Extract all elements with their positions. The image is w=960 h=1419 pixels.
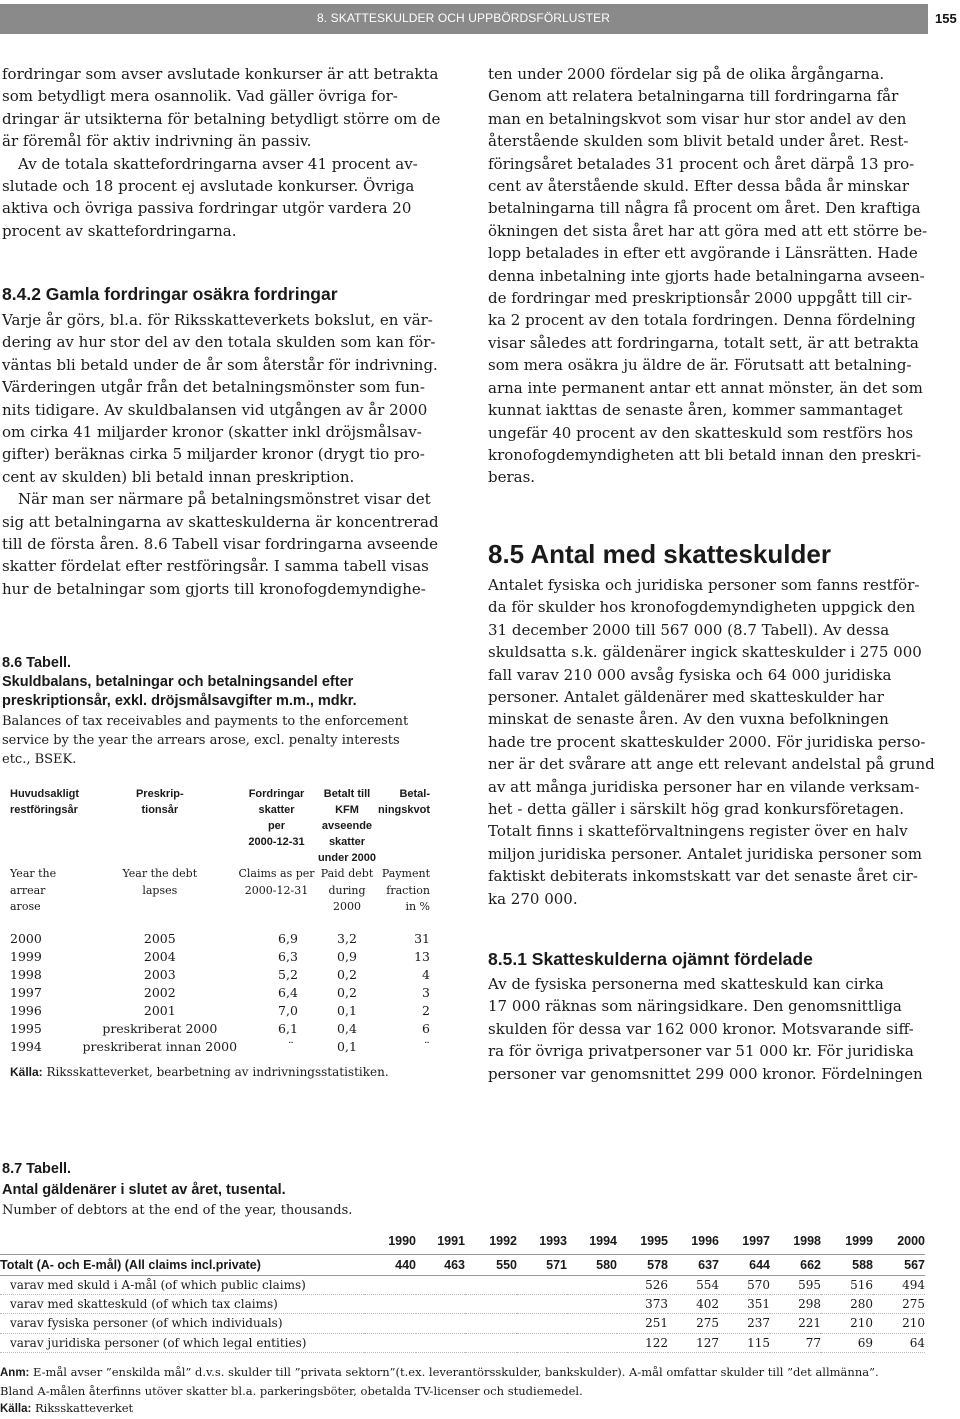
cell xyxy=(517,1295,567,1314)
year-header: 1999 xyxy=(845,1234,873,1248)
text-line: skatter fördelat efter restföringsår. I samma tabell visas xyxy=(2,557,429,576)
cell xyxy=(567,1333,617,1352)
cell: 2001 xyxy=(143,1003,176,1018)
page-header xyxy=(0,0,960,40)
table-86-subtitle-line: etc., BSEK. xyxy=(2,752,77,767)
cell xyxy=(465,1333,517,1352)
text-line: När man ser närmare på betalningsmönstret visar det xyxy=(18,490,431,509)
table-86-source xyxy=(10,1065,430,1079)
note-text: E-mål avser ”enskilda mål” d.v.s. skulder till ”privata sektorn”(t.ex. leverantörsskulder, bankskulder). A-mål omfattar skulder till ”det allmänna”. xyxy=(29,1365,879,1379)
year-header: 1998 xyxy=(793,1234,821,1248)
text-line: väntas bli betald under de år som återstår för indrivning. xyxy=(2,355,438,374)
cell: 4 xyxy=(422,967,430,982)
row-label: varav juridiska personer (of which legal entities) xyxy=(0,1333,364,1352)
text-line: som betydligt mera osannolik. Vad gäller övriga for- xyxy=(2,87,398,106)
table-87-footnotes xyxy=(0,1364,930,1419)
text-line: föringsåret betalades 31 procent och året därpå 13 pro- xyxy=(488,154,915,173)
row-label: Totalt (A- och E-mål) (All claims incl.private) xyxy=(0,1255,364,1276)
cell xyxy=(567,1314,617,1333)
year-header: 1994 xyxy=(589,1234,617,1248)
table-87-note-cont: Bland A-målen återfinns utöver skatter bl.a. parkeringsböter, obetalda TV-licenser och studiemedel. xyxy=(0,1383,583,1398)
table-87-number: 8.7 Tabell. xyxy=(2,1161,72,1177)
cell: 463 xyxy=(416,1255,465,1276)
table-86-header-en xyxy=(10,866,430,916)
paragraph-betalningsmonster xyxy=(2,488,438,600)
text-line: kronofogdemyndigheten att bli betald innan den preskri- xyxy=(488,445,922,464)
text-line: Av de fysiska personerna med skatteskuld kan cirka xyxy=(488,975,884,993)
table-87-source xyxy=(0,1400,930,1419)
table-row xyxy=(10,948,430,966)
text-line: är föremål för aktiv indrivning än passiv. xyxy=(2,132,312,151)
text-line: dering av hur stor del av den totala skulden som kan för- xyxy=(2,333,436,352)
text-line: ungefär 40 procent av den skatteskuld som restförs hos xyxy=(488,423,914,442)
text-line: het - detta gäller i särskilt hög grad konkursföretagen. xyxy=(488,800,904,819)
cell xyxy=(465,1276,517,1295)
cell: ¨ xyxy=(287,1039,294,1054)
cell: preskriberat 2000 xyxy=(102,1021,218,1036)
cell: preskriberat innan 2000 xyxy=(82,1039,238,1054)
cell: 580 xyxy=(567,1255,617,1276)
col-header-en-fraction: Payment fraction in % xyxy=(381,867,430,913)
cell: 6,4 xyxy=(278,985,298,1000)
cell: 221 xyxy=(770,1314,821,1333)
text-line: miljon juridiska personer. Antalet juridiska personer som xyxy=(488,844,922,863)
text-line: ka 2 procent av den totala fordringen. Denna fördelning xyxy=(488,311,916,330)
text-line: fall varav 210 000 avsåg fysiska och 64 000 juridiska xyxy=(488,665,892,684)
year-header: 1995 xyxy=(640,1234,668,1248)
cell: 275 xyxy=(668,1314,719,1333)
cell: 77 xyxy=(770,1333,821,1352)
table-87-year-header xyxy=(0,1228,925,1255)
table-87-note xyxy=(0,1364,930,1383)
col-header-en-claims: Claims as per 2000-12-31 xyxy=(238,867,315,897)
cell: 494 xyxy=(873,1276,925,1295)
cell xyxy=(364,1295,416,1314)
cell: 595 xyxy=(770,1276,821,1295)
text-line: till de första åren. 8.6 Tabell visar fordringarna avseende xyxy=(2,535,438,554)
cell: 637 xyxy=(668,1255,719,1276)
cell: 1994 xyxy=(10,1039,42,1054)
section-851-text xyxy=(488,973,928,1085)
text-line: procent av skattefordringarna. xyxy=(2,221,237,240)
section-85-text xyxy=(488,574,935,910)
cell: 2003 xyxy=(143,967,176,982)
text-line: Av de totala skattefordringarna avser 41 procent av- xyxy=(18,154,418,173)
cell: 0,2 xyxy=(337,967,357,982)
cell xyxy=(416,1295,465,1314)
cell xyxy=(364,1314,416,1333)
cell: 570 xyxy=(719,1276,770,1295)
table-row xyxy=(10,984,430,1002)
chapter-title: 8. SKATTESKULDER OCH UPPBÖRDSFÖRLUSTER xyxy=(317,11,610,25)
text-line: gifter) beräknas cirka 5 miljarder kronor (drygt tio pro- xyxy=(2,445,425,464)
text-line: man en betalningskvot som visar hur stor andel av den xyxy=(488,109,907,128)
cell: 122 xyxy=(617,1333,668,1352)
text-line: Varje år görs, bl.a. för Riksskatteverkets bokslut, en vär- xyxy=(2,311,433,329)
text-line: om cirka 41 miljarder kronor (skatter inkl dröjsmålsav- xyxy=(2,423,422,442)
table-row xyxy=(0,1333,925,1352)
text-line: Antalet fysiska och juridiska personer som fanns restför- xyxy=(488,576,920,594)
cell: 1999 xyxy=(10,949,42,964)
table-86-caption xyxy=(2,654,438,769)
text-line: skuldsatta s.k. gäldenärer ingick skatteskulder i 275 000 xyxy=(488,643,922,662)
source-label: Källa: xyxy=(0,1403,32,1415)
cell: 2 xyxy=(422,1003,430,1018)
year-header: 1993 xyxy=(539,1234,567,1248)
cell xyxy=(416,1314,465,1333)
text-line: minskat de senaste åren. Av den vuxna befolkningen xyxy=(488,710,889,729)
cell: 210 xyxy=(821,1314,873,1333)
cell: 0,1 xyxy=(337,1039,357,1054)
section-842-text xyxy=(2,309,438,600)
col-header-preskriptionsar: Preskrip- tionsår xyxy=(135,788,184,816)
text-line: denna inbetalning inte gjorts hade betalningarna avseen- xyxy=(488,266,925,285)
cell: 2005 xyxy=(143,931,176,946)
text-line: lopp betalades in efter ett avgörande i Länsrätten. Hade xyxy=(488,244,918,263)
section-heading-85: 8.5 Antal med skatteskulder xyxy=(488,539,831,569)
cell: 1995 xyxy=(10,1021,42,1036)
cell: 588 xyxy=(821,1255,873,1276)
table-87-title: Antal gäldenärer i slutet av året, tusental. xyxy=(2,1182,286,1198)
cell: 1998 xyxy=(10,967,42,982)
cell: 351 xyxy=(719,1295,770,1314)
cell: 7,0 xyxy=(278,1003,298,1018)
year-header: 2000 xyxy=(897,1234,925,1248)
cell: 554 xyxy=(668,1276,719,1295)
row-label: varav med skuld i A-mål (of which public claims) xyxy=(0,1276,364,1295)
text-line: faktiskt debiterats inkomstskatt var det senaste året cir- xyxy=(488,867,918,886)
text-line: arna inte permanent antar ett annat mönster, än det som xyxy=(488,378,923,397)
text-line: skulden för dessa var 162 000 kronor. Motsvarande siff- xyxy=(488,1019,914,1038)
cell: 0,1 xyxy=(337,1003,357,1018)
text-line: nits tidigare. Av skuldbalansen vid utgången av år 2000 xyxy=(2,400,428,419)
table-row xyxy=(10,1038,430,1056)
cell: 280 xyxy=(821,1295,873,1314)
table-86-number: 8.6 Tabell. xyxy=(2,655,72,671)
cell xyxy=(567,1276,617,1295)
cell: 6 xyxy=(422,1021,430,1036)
cell xyxy=(416,1333,465,1352)
table-row xyxy=(10,1020,430,1038)
section-heading-842: 8.4.2 Gamla fordringar osäkra fordringar xyxy=(2,284,338,304)
table-86-subtitle-line: service by the year the arrears arose, excl. penalty interests xyxy=(2,733,400,748)
text-line: hade tre procent skatteskulder 2000. För juridiska perso- xyxy=(488,732,926,751)
cell: 0,2 xyxy=(337,985,357,1000)
col-header-en-year: Year the arrear arose xyxy=(10,867,57,913)
table-row xyxy=(10,930,430,948)
cell: 526 xyxy=(617,1276,668,1295)
col-header-en-paid: Paid debt during 2000 xyxy=(320,867,374,913)
cell: 6,9 xyxy=(278,931,298,946)
text-line: betalningarna till några få procent om året. Den kraftiga xyxy=(488,199,921,218)
text-line: beras. xyxy=(488,468,536,487)
text-line: fordringar som avser avslutade konkurser är att betrakta xyxy=(2,65,439,83)
year-header: 1992 xyxy=(489,1234,517,1248)
source-text: Riksskatteverket xyxy=(31,1401,134,1415)
col-header-betalningskvot: Betal- ningskvot xyxy=(378,788,430,816)
cell: 567 xyxy=(873,1255,925,1276)
cell: 550 xyxy=(465,1255,517,1276)
text-line: återstående skulden som blivit betald under året. Rest- xyxy=(488,132,909,151)
col-header-fordringar: Fordringar skatter per 2000-12-31 xyxy=(248,788,305,848)
cell: 298 xyxy=(770,1295,821,1314)
text-line: ökningen det sista året har att göra med att ett större be- xyxy=(488,221,928,240)
cell: 662 xyxy=(770,1255,821,1276)
cell xyxy=(517,1333,567,1352)
text-line: cent av återstående skuld. Efter dessa båda år minskar xyxy=(488,177,910,196)
cell xyxy=(517,1314,567,1333)
right-column-text xyxy=(488,63,928,489)
text-line: som mera osäkra ju äldre de är. Förutsatt att betalning- xyxy=(488,356,912,375)
cell: 13 xyxy=(414,949,430,964)
text-line: da för skulder hos kronofogdemyndigheten uppgick den xyxy=(488,598,916,617)
text-line: de fordringar med preskriptionsår 2000 uppgått till cir- xyxy=(488,289,913,308)
cell: 516 xyxy=(821,1276,873,1295)
cell: 69 xyxy=(821,1333,873,1352)
text-line: Värderingen utgår från det betalningsmönster som fun- xyxy=(2,378,425,397)
page-number: 155 xyxy=(935,11,957,26)
source-label: Källa: xyxy=(10,1064,43,1079)
text-line: ten under 2000 fördelar sig på de olika årgångarna. xyxy=(488,65,885,83)
cell: 251 xyxy=(617,1314,668,1333)
table-row xyxy=(0,1276,925,1295)
cell: 440 xyxy=(364,1255,416,1276)
cell: 644 xyxy=(719,1255,770,1276)
text-line: cent av skulden) bli betald innan preskription. xyxy=(2,467,355,486)
table-row xyxy=(10,966,430,984)
cell xyxy=(465,1314,517,1333)
text-line: Genom att relatera betalningarna till fordringarna får xyxy=(488,87,899,106)
cell: 210 xyxy=(873,1314,925,1333)
cell: 127 xyxy=(668,1333,719,1352)
text-line: sig att betalningarna av skatteskulderna är koncentrerad xyxy=(2,512,439,531)
table-86-title-line: preskriptionsår, exkl. dröjsmålsavgifter m.m., mdkr. xyxy=(2,693,357,709)
text-line: slutade och 18 procent ej avslutade konkurser. Övriga xyxy=(2,177,415,196)
table-row xyxy=(10,1002,430,1020)
left-column-text xyxy=(2,63,441,242)
text-line: personer var genomsnittet 299 000 kronor. Fördelningen xyxy=(488,1064,923,1083)
table-86-title-line: Skuldbalans, betalningar och betalningsandel efter xyxy=(2,674,354,690)
text-line: hur de betalningar som gjorts till kronofogdemyndighe- xyxy=(2,579,426,598)
text-line: dringar är utsikterna för betalning betydligt större om de xyxy=(2,109,441,128)
text-line: visar således att fordringarna, totalt sett, är att betrakta xyxy=(488,333,919,352)
cell: 2000 xyxy=(10,931,42,946)
table-86 xyxy=(10,786,430,1079)
text-line: av att många juridiska personer har en vilande verksam- xyxy=(488,777,920,796)
text-line: ra för övriga privatpersoner var 51 000 kr. För juridiska xyxy=(488,1042,914,1061)
cell: 237 xyxy=(719,1314,770,1333)
paragraph-vardering xyxy=(2,309,438,488)
cell xyxy=(567,1295,617,1314)
cell: 0,9 xyxy=(337,949,357,964)
col-header-restforingsar: Huvudsakligt restföringsår xyxy=(10,788,80,816)
cell: 1997 xyxy=(10,985,42,1000)
cell xyxy=(416,1276,465,1295)
table-86-subtitle-line: Balances of tax receivables and payments to the enforcement xyxy=(2,714,409,729)
col-header-betalt: Betalt till KFM avseende skatter under 2000 xyxy=(317,788,377,864)
cell: 373 xyxy=(617,1295,668,1314)
col-header-en-lapses: Year the debt lapses xyxy=(122,867,198,897)
text-line: 17 000 räknas som näringsidkare. Den genomsnittliga xyxy=(488,997,902,1016)
cell: 2002 xyxy=(143,985,176,1000)
cell: 3 xyxy=(422,985,430,1000)
cell xyxy=(364,1276,416,1295)
note-label: Anm: xyxy=(0,1367,30,1379)
text-line: kunnat iakttas de senaste åren, kommer sammantaget xyxy=(488,401,903,420)
row-label: varav fysiska personer (of which individuals) xyxy=(0,1314,364,1333)
source-text: Riksskatteverket, bearbetning av indrivningsstatistiken. xyxy=(42,1064,389,1079)
table-87-total-row xyxy=(0,1255,925,1276)
cell: 115 xyxy=(719,1333,770,1352)
text-line: ner är det svårare att ange ett relevant andelstal på grund xyxy=(488,755,935,774)
table-87-caption xyxy=(2,1160,602,1220)
year-header: 1991 xyxy=(437,1234,465,1248)
cell: 571 xyxy=(517,1255,567,1276)
cell: 6,3 xyxy=(278,949,298,964)
table-row xyxy=(0,1314,925,1333)
cell: ¨ xyxy=(423,1039,430,1054)
cell: 0,4 xyxy=(337,1021,357,1036)
paragraph-fordelning xyxy=(2,153,438,243)
text-line: ka 270 000. xyxy=(488,889,578,908)
cell: 5,2 xyxy=(278,967,298,982)
text-line: aktiva och övriga passiva fordringar utgör vardera 20 xyxy=(2,199,412,218)
text-line: Totalt finns i skatteförvaltningens register över en halv xyxy=(488,822,908,841)
year-header: 1997 xyxy=(742,1234,770,1248)
year-header: 1996 xyxy=(691,1234,719,1248)
table-87-subtitle: Number of debtors at the end of the year, thousands. xyxy=(2,1203,353,1218)
cell xyxy=(465,1295,517,1314)
cell: 31 xyxy=(414,931,430,946)
table-86-header-sv xyxy=(10,786,430,866)
cell: 2004 xyxy=(143,949,176,964)
table-row xyxy=(0,1295,925,1314)
section-heading-851: 8.5.1 Skatteskulderna ojämnt fördelade xyxy=(488,949,813,969)
cell: 275 xyxy=(873,1295,925,1314)
cell: 64 xyxy=(873,1333,925,1352)
cell: 1996 xyxy=(10,1003,42,1018)
cell: 6,1 xyxy=(278,1021,298,1036)
text-line: 31 december 2000 till 567 000 (8.7 Tabell). Av dessa xyxy=(488,620,890,639)
cell xyxy=(364,1333,416,1352)
paragraph-konkurser xyxy=(2,63,441,153)
year-header: 1990 xyxy=(388,1234,416,1248)
cell xyxy=(517,1276,567,1295)
text-line: personer. Antalet gäldenärer med skatteskulder har xyxy=(488,688,884,707)
row-label: varav med skatteskuld (of which tax claims) xyxy=(0,1295,364,1314)
cell: 402 xyxy=(668,1295,719,1314)
cell: 578 xyxy=(617,1255,668,1276)
cell: 3,2 xyxy=(337,931,357,946)
table-87 xyxy=(0,1228,930,1353)
